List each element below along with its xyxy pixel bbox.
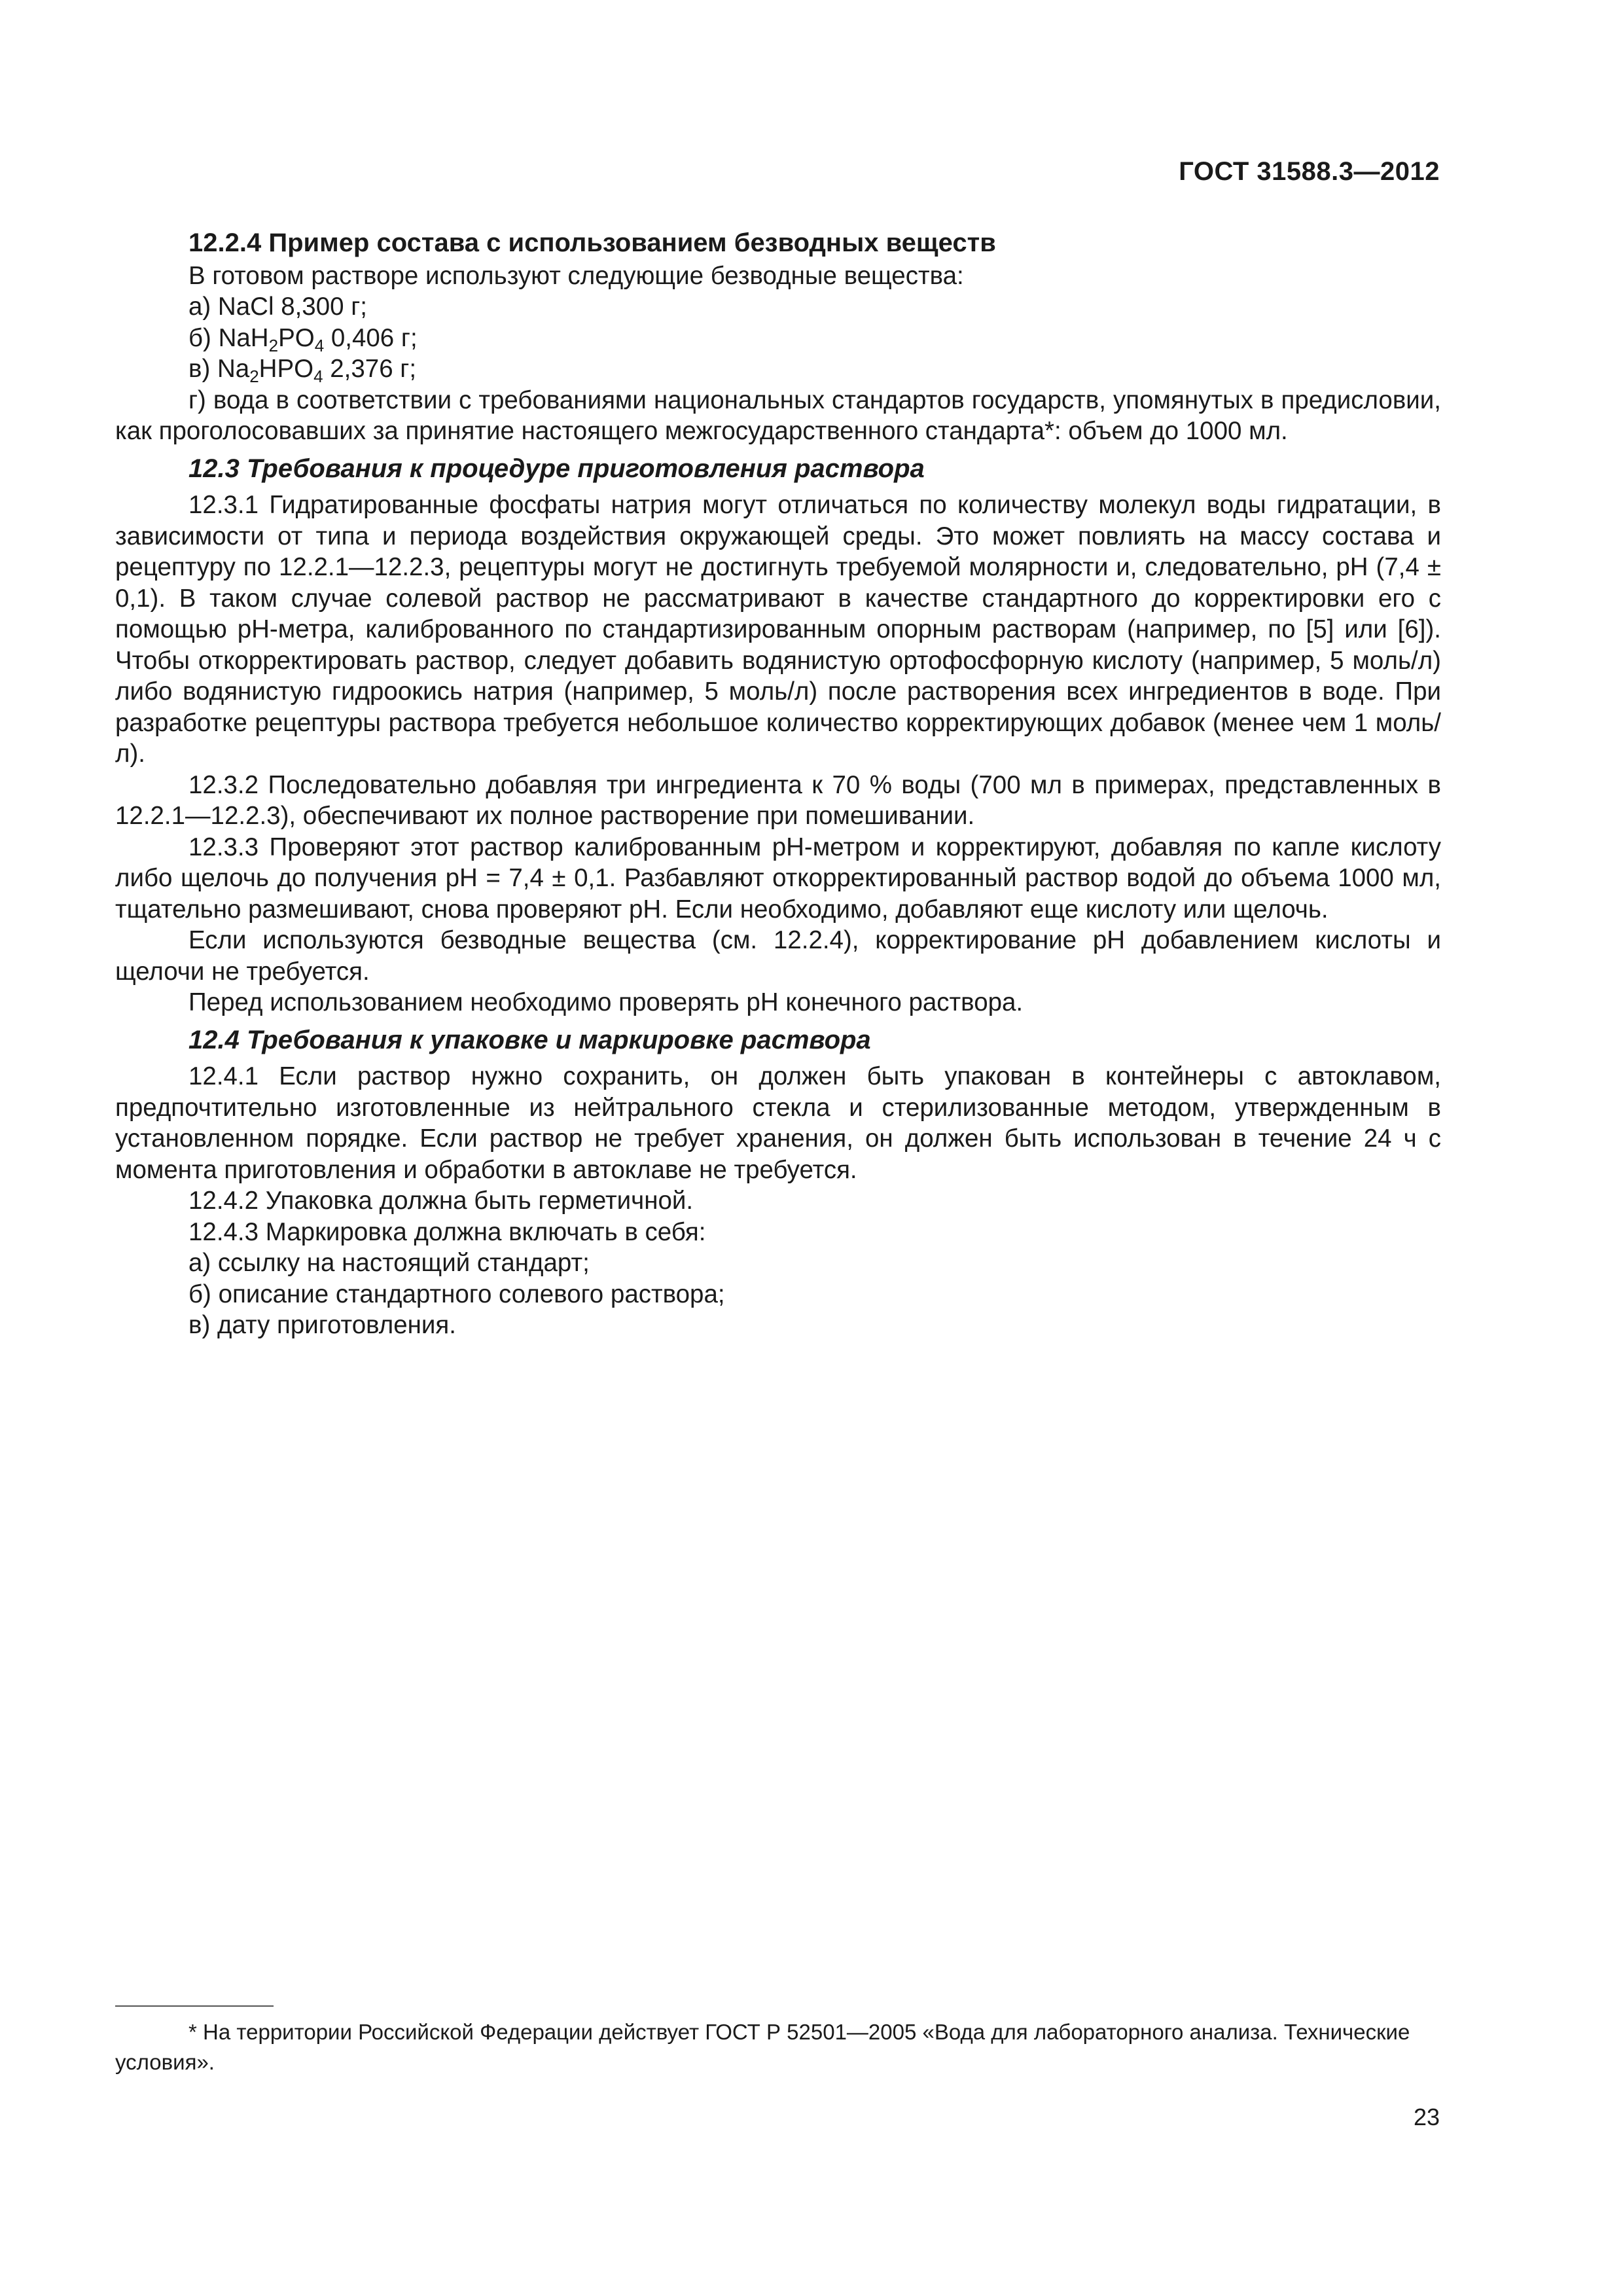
footnote <box>115 2017 1441 2077</box>
paragraph-12-4-1: 12.4.1 Если раствор нужно сохранить, он должен быть упакован в контейнеры с автоклавом, предпочтительно изготовленные из нейтрального стекла и стерилизованные методом, утвержденным в установленном порядке. Если раствор не требует хранения, он должен быть использован в течение 24 ч с момента приготовления и обработки в автоклаве не требуется. <box>115 1062 1441 1184</box>
section-12-4-heading: 12.4 Требования к упаковке и маркировке раствора <box>188 1025 871 1054</box>
paragraph-12-3-1: 12.3.1 Гидратированные фосфаты натрия могут отличаться по количеству молекул воды гидратации, в зависимости от типа и периода воздействия окружающей среды. Это может повлиять на массу состава и рецептуру по 12.2.1—12.2.3, рецептуры могут не достигнуть требуемой молярности и, следовательно, рН (7,4 ± 0,1). В таком случае солевой раствор не рассматривают в качестве стандартного до корректировки его с помощью рН-метра, калиброванного по стандартизированным опорным растворам (например, по [5] или [6]). Чтобы откорректировать раствор, следует добавить водянистую ортофосфорную кислоту (например, 5 моль/л) либо водянистую гидроокись натрия (например, 5 моль/л) после растворения всех ингредиентов в воде. При разработке рецептуры раствора требуется небольшое количество корректирующих добавок (менее чем 1 моль/л). <box>115 491 1441 768</box>
section-12-2-4-heading: 12.2.4 Пример состава с использованием безводных веществ <box>188 228 996 257</box>
marking-item-a: а) ссылку на настоящий стандарт; <box>188 1249 590 1277</box>
main-content <box>115 228 1441 1341</box>
section-12-2-4-intro: В готовом растворе используют следующие безводные вещества: <box>188 261 964 290</box>
list-item-d-water: г) вода в соответствии с требованиями национальных стандартов государств, упомянутых в предисловии, как проголосовавших за принятие настоящего межгосударственного стандарта*: объем до 1000 мл. <box>115 386 1441 445</box>
paragraph-12-3-3: 12.3.3 Проверяют этот раствор калиброванным рН-метром и корректируют, добавляя по капле кислоту либо щелочь до получения рН = 7,4 ± 0,1. Разбавляют откорректированный раствор водой до объема 1000 мл, тщательно размешивают, снова проверяют рН. Если необходимо, добавляют еще кислоту или щелочь. <box>115 833 1441 924</box>
footnote-text: * На территории Российской Федерации действует ГОСТ Р 52501—2005 «Вода для лабораторного анализа. Технические условия». <box>115 2020 1410 2074</box>
document-header: ГОСТ 31588.3—2012 <box>1179 157 1440 186</box>
paragraph-anhydrous-note: Если используются безводные вещества (см. 12.2.4), корректирование рН добавлением кислоты и щелочи не требуется. <box>115 926 1441 986</box>
footnote-divider <box>115 2005 274 2007</box>
paragraph-12-3-2: 12.3.2 Последовательно добавляя три ингредиента к 70 % воды (700 мл в примерах, представленных в 12.2.1—12.2.3), обеспечивают их полное растворение при помешивании. <box>115 770 1441 830</box>
marking-item-c: в) дату приготовления. <box>188 1311 456 1339</box>
paragraph-12-4-2: 12.4.2 Упаковка должна быть герметичной. <box>188 1187 694 1215</box>
page-number: 23 <box>1413 2104 1440 2130</box>
section-12-3-heading: 12.3 Требования к процедуре приготовления раствора <box>188 454 925 483</box>
paragraph-12-4-3: 12.4.3 Маркировка должна включать в себя: <box>188 1217 706 1246</box>
list-item-b-nah2po4: б) $NaH_2PO_4$ 0,406 г; <box>188 323 418 355</box>
marking-item-b: б) описание стандартного солевого раствора; <box>188 1280 725 1308</box>
paragraph-ph-check: Перед использованием необходимо проверять рН конечного раствора. <box>188 988 1024 1016</box>
list-item-a-nacl: а) NaCl 8,300 г; <box>188 293 367 321</box>
list-item-c-na2hpo4: в) $Na_2HPO_4$ 2,376 г; <box>188 355 417 386</box>
